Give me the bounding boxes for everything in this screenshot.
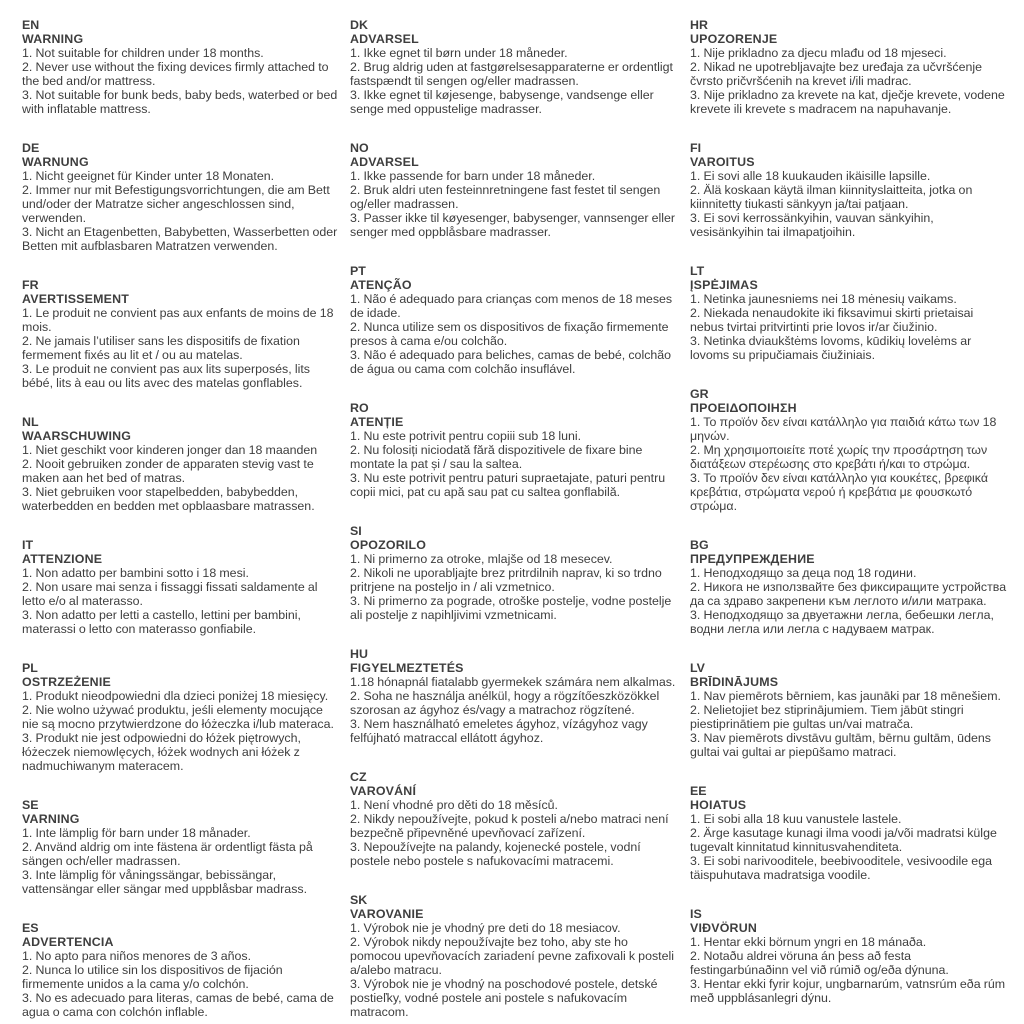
warning-item: 2. Älä koskaan käytä ilman kiinnityslaitteita, jotka on kiinnitetty tiukasti sänkyyn ja/tai patjaan. bbox=[690, 183, 973, 211]
warning-item: 1. Nije prikladno za djecu mlađu od 18 mjeseci. bbox=[690, 46, 947, 60]
warning-item: 1. Nu este potrivit pentru copiii sub 18 luni. bbox=[350, 429, 582, 443]
warning-title: ΠΡΟΕΙΔΟΠΟΙΗΣΗ bbox=[690, 401, 797, 415]
warning-item: 1. Το προϊόν δεν είναι κατάλληλο για παιδιά κάτω των 18 μηνών. bbox=[690, 415, 997, 443]
warning-title: ADVARSEL bbox=[350, 155, 419, 169]
warning-title: HOIATUS bbox=[690, 798, 747, 812]
warning-section-lt bbox=[690, 264, 1010, 362]
warning-title: FIGYELMEZTETÉS bbox=[350, 661, 464, 675]
warning-item: 3. Το προϊόν δεν είναι κατάλληλο για κουκέτες, βρεφικά κρεβάτια, στρώματα νερού ή κρεβάτια με φουσκωτό στρώμα. bbox=[690, 471, 989, 513]
warning-title: ATENÇÃO bbox=[350, 278, 412, 292]
warning-item: 3. Ikke egnet til køjesenge, babysenge, vandsenge eller senge med oppustelige madrasser. bbox=[350, 88, 654, 116]
warning-title: ADVARSEL bbox=[350, 32, 419, 46]
language-code: BG bbox=[690, 538, 709, 552]
warning-item: 2. Niekada nenaudokite iki fiksavimui skirti prietaisai nebus tvirtai pritvirtinti prie lovos ir/ar čiužinio. bbox=[690, 306, 974, 334]
warning-item: 1. Неподходящо за деца под 18 години. bbox=[690, 566, 917, 580]
warning-item: 3. Nicht an Etagenbetten, Babybetten, Wasserbetten oder Betten mit aufblasbaren Matratzen verwenden. bbox=[22, 225, 338, 253]
warning-section-se bbox=[22, 798, 342, 896]
warning-item: 3. Passer ikke til køyesenger, babysenger, vannsenger eller senger med oppblåsbare madrasser. bbox=[350, 211, 676, 239]
warning-item: 1. Le produit ne convient pas aux enfants de moins de 18 mois. bbox=[22, 306, 334, 334]
warning-item: 2. Immer nur mit Befestigungsvorrichtungen, die am Bett und/oder der Matratze sicher angeschlossen sind, verwenden. bbox=[22, 183, 330, 225]
language-code: DK bbox=[350, 18, 368, 32]
warning-item: 2. Nelietojiet bez stiprinājumiem. Tiem jābūt stingri piestiprinātiem pie gultas un/vai matrača. bbox=[690, 703, 964, 731]
language-code: SK bbox=[350, 893, 368, 907]
warning-section-dk bbox=[350, 18, 682, 116]
warning-item: 3. Niet gebruiken voor stapelbedden, babybedden, waterbedden en bedden met opblaasbare matrassen. bbox=[22, 485, 315, 513]
warning-title: VAROVANIE bbox=[350, 907, 424, 921]
warning-item: 2. Non usare mai senza i fissaggi fissati saldamente al letto e/o al materasso. bbox=[22, 580, 318, 608]
warning-title: WARNING bbox=[22, 32, 84, 46]
language-code: PT bbox=[350, 264, 366, 278]
warning-item: 2. Nu folosiți niciodată fără dispozitivele de fixare bine montate la pat și / sau la saltea. bbox=[350, 443, 643, 471]
warning-title: WAARSCHUWING bbox=[22, 429, 132, 443]
warning-title: ĮSPĖJIMAS bbox=[690, 278, 758, 292]
warning-title: AVERTISSEMENT bbox=[22, 292, 130, 306]
warning-section-lv bbox=[690, 661, 1010, 759]
warning-title: ADVERTENCIA bbox=[22, 935, 114, 949]
column-1 bbox=[22, 18, 350, 1024]
warning-item: 3. Le produit ne convient pas aux lits superposés, lits bébé, lits à eau ou lits avec des matelas gonflables. bbox=[22, 362, 310, 390]
warning-item: 1. Ni primerno za otroke, mlajše od 18 mesecev. bbox=[350, 552, 613, 566]
warning-title: ПРЕДУПРЕЖДЕНИЕ bbox=[690, 552, 815, 566]
column-3 bbox=[690, 18, 1014, 1024]
warning-item: 3. Produkt nie jest odpowiedni do łóżek piętrowych, łóżeczek niemowlęcych, łóżek wodnych ani łóżek z nadmuchiwanym materacem. bbox=[22, 731, 301, 773]
language-code: LT bbox=[690, 264, 705, 278]
warning-section-ro bbox=[350, 401, 682, 499]
warning-section-cz bbox=[350, 770, 682, 868]
warning-item: 1. Ei sobi alla 18 kuu vanustele lastele. bbox=[690, 812, 902, 826]
warning-item: 3. Неподходящо за двуетажни легла, бебешки легла, водни легла или легла с надуваем матрак. bbox=[690, 608, 994, 636]
warning-item: 1. Nav piemērots bērniem, kas jaunāki par 18 mēnešiem. bbox=[690, 689, 1001, 703]
language-code: DE bbox=[22, 141, 40, 155]
language-code: LV bbox=[690, 661, 705, 675]
language-code: NL bbox=[22, 415, 39, 429]
language-code: CZ bbox=[350, 770, 367, 784]
warning-item: 2. Notaðu aldrei vöruna án þess að festa festingarbúnaðinn vel við rúmið og/eða dýnuna. bbox=[690, 949, 949, 977]
warning-title: ATENȚIE bbox=[350, 415, 404, 429]
language-code: FI bbox=[690, 141, 702, 155]
warning-item: 1. Non adatto per bambini sotto i 18 mesi. bbox=[22, 566, 249, 580]
warning-item: 2. Μη χρησιμοποιείτε ποτέ χωρίς την προσάρτηση των διατάξεων στερέωσης στο κρεβάτι ή/και το στρώμα. bbox=[690, 443, 988, 471]
language-code: EE bbox=[690, 784, 707, 798]
language-code: IT bbox=[22, 538, 34, 552]
warning-item: 3. Ei sobi narivooditele, beebivooditele, vesivoodile ega täispuhutava madratsiga voodile. bbox=[690, 854, 992, 882]
warning-item: 3. Nav piemērots divstāvu gultām, bērnu gultām, ūdens gultai vai gultai ar piepūšamo matraci. bbox=[690, 731, 991, 759]
warning-item: 3. Výrobok nie je vhodný na poschodové postele, detské postieľky, vodné postele ani postele s nafukovacím matracom. bbox=[350, 977, 658, 1019]
warning-item: 1. Não é adequado para crianças com menos de 18 meses de idade. bbox=[350, 292, 673, 320]
warning-item: 2. Never use without the fixing devices firmly attached to the bed and/or mattress. bbox=[22, 60, 329, 88]
column-2 bbox=[350, 18, 690, 1024]
warning-item: 3. No es adecuado para literas, camas de bebé, cama de agua o cama con colchón inflable. bbox=[22, 991, 334, 1019]
warning-section-fi bbox=[690, 141, 1010, 239]
warning-item: 3. Hentar ekki fyrir kojur, ungbarnarúm, vatnsrúm eða rúm með uppblásanlegri dýnu. bbox=[690, 977, 1006, 1005]
warning-item: 2. Använd aldrig om inte fästena är ordentligt fästa på sängen och/eller madrassen. bbox=[22, 840, 313, 868]
language-code: ES bbox=[22, 921, 39, 935]
warning-title: OPOZORILO bbox=[350, 538, 427, 552]
warning-item: 1. Produkt nieodpowiedni dla dzieci poniżej 18 miesięcy. bbox=[22, 689, 329, 703]
warning-item: 1. Ei sovi alle 18 kuukauden ikäisille lapsille. bbox=[690, 169, 931, 183]
warning-item: 2. Nunca lo utilice sin los dispositivos de fijación firmemente unidos a la cama y/o colchón. bbox=[22, 963, 283, 991]
warning-title: WARNUNG bbox=[22, 155, 89, 169]
language-code: SE bbox=[22, 798, 39, 812]
language-code: NO bbox=[350, 141, 369, 155]
warning-item: 2. Brug aldrig uden at fastgørelsesapparaterne er ordentligt fastspændt til sengen og/eller madrassen. bbox=[350, 60, 674, 88]
language-code: GR bbox=[690, 387, 709, 401]
warning-item: 3. Ei sovi kerrossänkyihin, vauvan sänkyihin, vesisänkyihin tai ilmapatjoihin. bbox=[690, 211, 934, 239]
warning-item: 2. Výrobok nikdy nepoužívajte bez toho, aby ste ho pomocou upevňovacích zariadení pevne zafixovali k posteli a/alebo matracu. bbox=[350, 935, 674, 977]
warning-item: 1. Niet geschikt voor kinderen jonger dan 18 maanden bbox=[22, 443, 318, 457]
warning-item: 2. Nikdy nepoužívejte, pokud k posteli a/nebo matraci není bezpečně připevněné upevňovací zařízení. bbox=[350, 812, 669, 840]
warning-item: 2. Nunca utilize sem os dispositivos de fixação firmemente presos à cama e/ou colchão. bbox=[350, 320, 669, 348]
warning-section-bg bbox=[690, 538, 1010, 636]
warning-section-it bbox=[22, 538, 342, 636]
warning-title: OSTRZEŻENIE bbox=[22, 675, 111, 689]
warning-item: 1. Inte lämplig för barn under 18 månader. bbox=[22, 826, 251, 840]
warning-section-pt bbox=[350, 264, 682, 376]
warning-section-es bbox=[22, 921, 342, 1019]
warning-item: 2. Ärge kasutage kunagi ilma voodi ja/või madratsi külge tugevalt kinnitatud kinnitusvahenditeta. bbox=[690, 826, 997, 854]
warning-item: 3. Nepoužívejte na palandy, kojenecké postele, vodní postele nebo postele s nafukovacími matracemi. bbox=[350, 840, 641, 868]
language-code: SI bbox=[350, 524, 362, 538]
warning-item: 2. Nikad ne upotrebljavajte bez uređaja za učvršćenje čvrsto pričvršćenih na krevet i/ili madrac. bbox=[690, 60, 983, 88]
warning-section-no bbox=[350, 141, 682, 239]
warning-title: VIÐVÖRUN bbox=[690, 921, 758, 935]
language-code: EN bbox=[22, 18, 40, 32]
warning-item: 2. Soha ne használja anélkül, hogy a rögzítőeszközökkel szorosan az ágyhoz és/vagy a matrachoz rögzítené. bbox=[350, 689, 660, 717]
warning-title: BRĪDINĀJUMS bbox=[690, 675, 779, 689]
warning-item: 2. Nikoli ne uporabljajte brez pritrdilnih naprav, ki so trdno pritrjene na posteljo in / ali vzmetnico. bbox=[350, 566, 662, 594]
warning-item: 2. Ne jamais l’utiliser sans les dispositifs de fixation fermement fixés au lit et / ou au matelas. bbox=[22, 334, 300, 362]
language-code: RO bbox=[350, 401, 369, 415]
warning-section-hr bbox=[690, 18, 1010, 116]
warning-item: 1.18 hónapnál fiatalabb gyermekek számára nem alkalmas. bbox=[350, 675, 676, 689]
warning-section-fr bbox=[22, 278, 342, 390]
warning-item: 3. Nem használható emeletes ágyhoz, vízágyhoz vagy felfújható matraccal ellátott ágyhoz. bbox=[350, 717, 648, 745]
warning-item: 1. Výrobok nie je vhodný pre deti do 18 mesiacov. bbox=[350, 921, 621, 935]
warning-item: 3. Inte lämplig för våningssängar, bebissängar, vattensängar eller sängar med uppblåsbar madrass. bbox=[22, 868, 308, 896]
warning-section-si bbox=[350, 524, 682, 622]
warning-item: 3. Not suitable for bunk beds, baby beds, waterbed or bed with inflatable mattress. bbox=[22, 88, 338, 116]
warning-item: 3. Netinka dviaukštėms lovoms, kūdikių lovelėms ar lovoms su pripučiamais čiužiniais. bbox=[690, 334, 972, 362]
warning-item: 2. Nie wolno używać produktu, jeśli elementy mocujące nie są mocno przytwierdzone do łóżeczka i/lub materaca. bbox=[22, 703, 334, 731]
warning-item: 1. Netinka jaunesniems nei 18 mėnesių vaikams. bbox=[690, 292, 957, 306]
warning-item: 1. Není vhodné pro děti do 18 měsíců. bbox=[350, 798, 558, 812]
warning-title: VARNING bbox=[22, 812, 80, 826]
warning-item: 3. Nu este potrivit pentru paturi supraetajate, paturi pentru copii mici, pat cu apă sau pat cu saltea gonflabilă. bbox=[350, 471, 666, 499]
warning-item: 1. Nicht geeignet für Kinder unter 18 Monaten. bbox=[22, 169, 275, 183]
warning-item: 3. Nije prikladno za krevete na kat, dječje krevete, vodene krevete ili krevete s madracem na napuhavanje. bbox=[690, 88, 1005, 116]
warning-title: VAROITUS bbox=[690, 155, 755, 169]
warning-item: 1. Hentar ekki börnum yngri en 18 mánaða. bbox=[690, 935, 927, 949]
language-code: FR bbox=[22, 278, 39, 292]
warning-section-sk bbox=[350, 893, 682, 1019]
warning-item: 1. Not suitable for children under 18 months. bbox=[22, 46, 264, 60]
language-code: PL bbox=[22, 661, 38, 675]
language-code: HU bbox=[350, 647, 368, 661]
warning-item: 2. Bruk aldri uten festeinnretningene fast festet til sengen og/eller madrassen. bbox=[350, 183, 661, 211]
warning-title: UPOZORENJE bbox=[690, 32, 778, 46]
warning-item: 1. Ikke passende for barn under 18 måneder. bbox=[350, 169, 596, 183]
warning-section-is bbox=[690, 907, 1010, 1005]
warning-item: 1. No apto para niños menores de 3 años. bbox=[22, 949, 252, 963]
warning-title: VAROVÁNÍ bbox=[350, 784, 417, 798]
warning-title: ATTENZIONE bbox=[22, 552, 103, 566]
warning-section-en bbox=[22, 18, 342, 116]
language-code: HR bbox=[690, 18, 708, 32]
warning-section-de bbox=[22, 141, 342, 253]
warning-item: 3. Ni primerno za pograde, otroške postelje, vodne postelje ali postelje z napihljivimi vzmetnicami. bbox=[350, 594, 672, 622]
warning-section-ee bbox=[690, 784, 1010, 882]
warning-section-gr bbox=[690, 387, 1010, 513]
language-code: IS bbox=[690, 907, 702, 921]
warning-item: 3. Non adatto per letti a castello, lettini per bambini, materassi o letto con materasso gonfiabile. bbox=[22, 608, 301, 636]
warning-item: 2. Никога не използвайте без фиксиращите устройства да са здраво закрепени към леглото и/или матрака. bbox=[690, 580, 1007, 608]
warning-section-pl bbox=[22, 661, 342, 773]
warning-section-hu bbox=[350, 647, 682, 745]
warning-section-nl bbox=[22, 415, 342, 513]
warning-item: 1. Ikke egnet til børn under 18 måneder. bbox=[350, 46, 568, 60]
warning-item: 2. Nooit gebruiken zonder de apparaten stevig vast te maken aan het bed of matras. bbox=[22, 457, 314, 485]
warning-item: 3. Não é adequado para beliches, camas de bebé, colchão de água ou cama com colchão insuflável. bbox=[350, 348, 672, 376]
